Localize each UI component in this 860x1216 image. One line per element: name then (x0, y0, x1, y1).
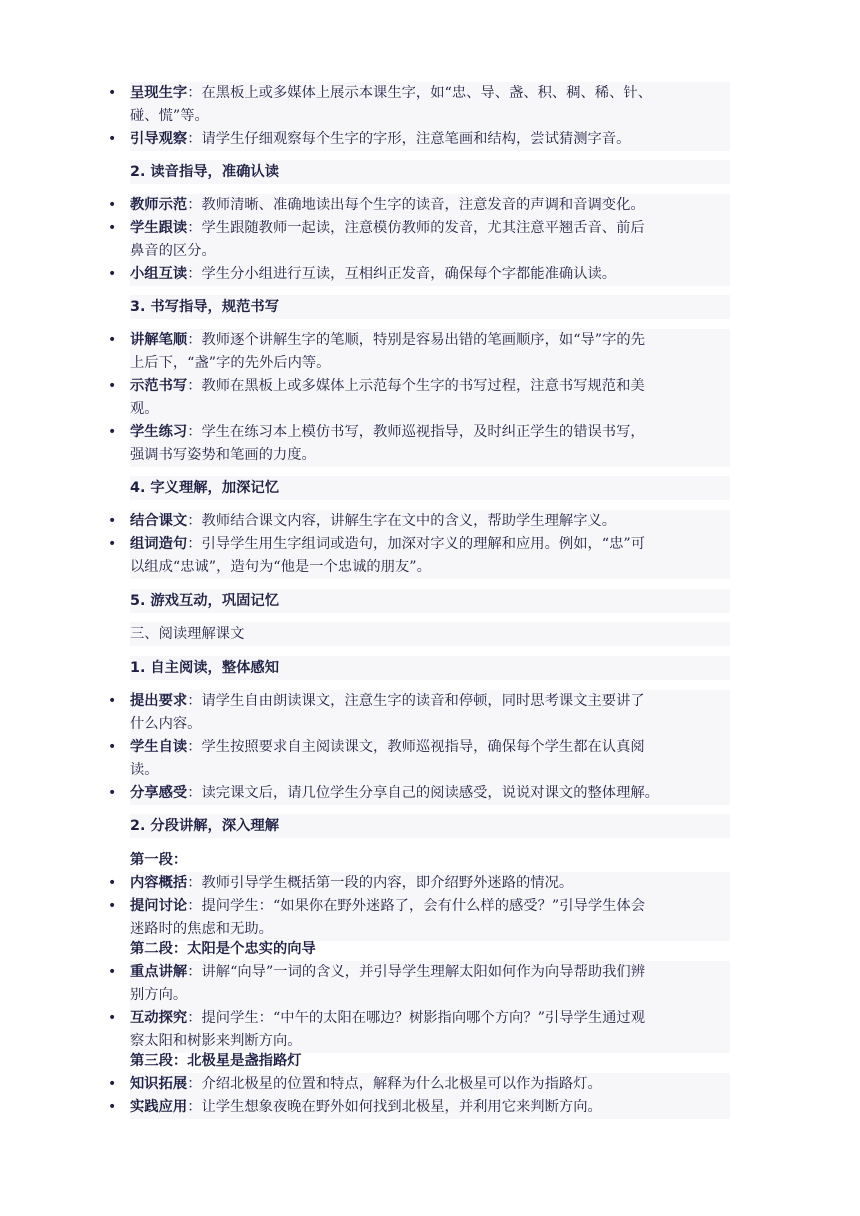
item-text: ：教师引导学生概括第一段的内容，即介绍野外迷路的情况。 (187, 875, 574, 891)
section-heading: 5. 游戏互动，巩固记忆 (130, 589, 730, 613)
item-term: 学生自读 (130, 739, 188, 755)
item-term: 讲解笔顺 (130, 332, 188, 348)
bullet-icon: • (108, 513, 117, 529)
list-item (108, 263, 730, 286)
item-term: 分享感受 (130, 785, 188, 801)
section-heading: 2. 分段讲解，深入理解 (130, 814, 730, 838)
list-item (108, 1096, 730, 1119)
item-term: 互动探究 (130, 1010, 188, 1026)
item-term: 重点讲解 (130, 964, 188, 980)
bullet-list (108, 690, 730, 805)
item-text: 上后下，“盏”字的先外后内等。 (130, 355, 331, 371)
bullet-list (108, 872, 730, 941)
list-item (108, 872, 730, 895)
section-heading: 4. 字义理解，加深记忆 (130, 476, 730, 500)
item-term: 学生跟读 (130, 220, 188, 236)
bullet-icon: • (108, 85, 117, 101)
bullet-list (108, 510, 730, 579)
item-text: ：提问学生：“如果你在野外迷路了，会有什么样的感受？”引导学生体会 (187, 898, 646, 914)
item-term: 示范书写 (130, 378, 188, 394)
item-text: ：学生跟随教师一起读，注意模仿教师的发音，尤其注意平翘舌音、前后 (187, 220, 645, 236)
list-item (108, 375, 730, 421)
section-heading: 2. 读音指导，准确认读 (130, 160, 730, 184)
item-text: 迷路时的焦虑和无助。 (130, 921, 273, 937)
item-text: 观。 (130, 401, 159, 417)
list-item (108, 421, 730, 467)
item-text: ：在黑板上或多媒体上展示本课生字，如“忠、导、盏、积、稠、稀、针、 (187, 85, 652, 101)
bullet-icon: • (108, 197, 117, 213)
item-text: 察太阳和树影来判断方向。 (130, 1033, 302, 1049)
item-text: ：请学生自由朗读课文，注意生字的读音和停顿，同时思考课文主要讲了 (187, 693, 645, 709)
bullet-icon: • (108, 739, 117, 755)
bullet-icon: • (108, 220, 117, 236)
list-item (108, 194, 730, 217)
chapter-heading: 三、阅读理解课文 (130, 622, 730, 646)
item-term: 学生练习 (130, 424, 188, 440)
item-text: ：学生分小组进行互读，互相纠正发音，确保每个字都能准确认读。 (187, 266, 617, 282)
item-term: 提问讨论 (130, 898, 188, 914)
item-text: ：教师结合课文内容，讲解生字在文中的含义，帮助学生理解字义。 (187, 513, 617, 529)
list-item (108, 510, 730, 533)
item-text: 什么内容。 (130, 716, 202, 732)
bullet-icon: • (108, 332, 117, 348)
item-text: ：介绍北极星的位置和特点，解释为什么北极星可以作为指路灯。 (187, 1076, 602, 1092)
bullet-icon: • (108, 1010, 117, 1026)
list-item (108, 82, 730, 128)
item-term: 教师示范 (130, 197, 188, 213)
bullet-list (108, 82, 730, 151)
paragraph-subheading: 第三段：北极星是盏指路灯 (130, 1053, 302, 1069)
item-text: ：提问学生：“中午的太阳在哪边？树影指向哪个方向？”引导学生通过观 (187, 1010, 646, 1026)
list-item (108, 961, 730, 1007)
paragraph-subheading: 第一段： (130, 852, 188, 868)
section-heading: 1. 自主阅读，整体感知 (130, 656, 730, 680)
bullet-list (108, 194, 730, 286)
list-item (108, 1007, 730, 1053)
item-term: 知识拓展 (130, 1076, 188, 1092)
item-term: 实践应用 (130, 1099, 188, 1115)
item-text: ：引导学生用生字组词或造句，加深对字义的理解和应用。例如，“忠”可 (187, 536, 646, 552)
item-text: 读。 (130, 762, 159, 778)
bullet-icon: • (108, 424, 117, 440)
bullet-icon: • (108, 964, 117, 980)
list-item (108, 736, 730, 782)
item-text: ：教师逐个讲解生字的笔顺，特别是容易出错的笔画顺序，如“导”字的先 (187, 332, 646, 348)
paragraph-subheading: 第二段：太阳是个忠实的向导 (130, 941, 316, 957)
list-item (108, 1073, 730, 1096)
item-text: 以组成“忠诚”，造句为“他是一个忠诚的朋友”。 (130, 559, 431, 575)
bullet-icon: • (108, 536, 117, 552)
bullet-icon: • (108, 785, 117, 801)
item-text: 别方向。 (130, 987, 188, 1003)
list-item (108, 217, 730, 263)
item-text: 碰、慌”等。 (130, 108, 209, 124)
bullet-icon: • (108, 378, 117, 394)
item-text: ：教师在黑板上或多媒体上示范每个生字的书写过程，注意书写规范和美 (187, 378, 645, 394)
item-text: ：请学生仔细观察每个生字的字形，注意笔画和结构，尝试猜测字音。 (187, 131, 631, 147)
item-text: 强调书写姿势和笔画的力度。 (130, 447, 316, 463)
bullet-list (108, 329, 730, 467)
bullet-icon: • (108, 693, 117, 709)
item-term: 呈现生字 (130, 85, 188, 101)
item-text: ：学生按照要求自主阅读课文，教师巡视指导，确保每个学生都在认真阅 (187, 739, 645, 755)
list-item (108, 128, 730, 151)
list-item (108, 690, 730, 736)
bullet-list (108, 961, 730, 1053)
item-text: ：让学生想象夜晚在野外如何找到北极星，并利用它来判断方向。 (187, 1099, 602, 1115)
item-text: ：讲解“向导”一词的含义，并引导学生理解太阳如何作为向导帮助我们辨 (187, 964, 646, 980)
item-text: ：教师清晰、准确地读出每个生字的读音，注意发音的声调和音调变化。 (187, 197, 645, 213)
bullet-icon: • (108, 875, 117, 891)
list-item (108, 329, 730, 375)
item-term: 引导观察 (130, 131, 188, 147)
list-item (108, 895, 730, 941)
item-term: 内容概括 (130, 875, 188, 891)
list-item (108, 782, 730, 805)
bullet-icon: • (108, 131, 117, 147)
item-term: 小组互读 (130, 266, 188, 282)
item-text: ：读完课文后，请几位学生分享自己的阅读感受，说说对课文的整体理解。 (187, 785, 659, 801)
item-text: ：学生在练习本上模仿书写，教师巡视指导，及时纠正学生的错误书写， (187, 424, 645, 440)
item-term: 组词造句 (130, 536, 188, 552)
item-term: 提出要求 (130, 693, 188, 709)
list-item (108, 533, 730, 579)
bullet-icon: • (108, 898, 117, 914)
bullet-icon: • (108, 1076, 117, 1092)
section-heading: 3. 书写指导，规范书写 (130, 295, 730, 319)
bullet-icon: • (108, 266, 117, 282)
item-text: 鼻音的区分。 (130, 243, 216, 259)
bullet-list (108, 1073, 730, 1119)
item-term: 结合课文 (130, 513, 188, 529)
bullet-icon: • (108, 1099, 117, 1115)
